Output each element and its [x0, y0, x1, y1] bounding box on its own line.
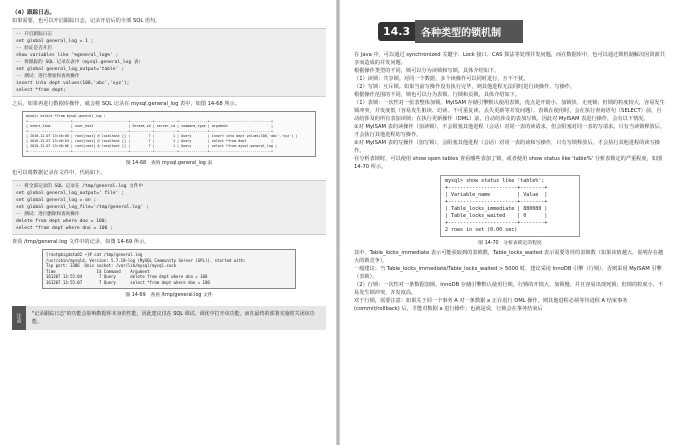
code-line: show variables like '%general_log%' ;: [16, 53, 119, 58]
figure-caption: 图 14-69 查看 /tmp/general.log 文件: [125, 292, 213, 298]
figure-line: | 2016-12-07 13:46:03 | root[root] @ localhost [] | 7 | 1 | Query | select *from dept |: [26, 139, 274, 143]
code-line: -- 将全部记录的 SQL 记录在 /tmp/general.log 文件中: [16, 184, 144, 189]
right-page: [340, 0, 674, 445]
intro-paragraph: 如果需要，也可以开启跟踪日志，记录开启后的全部 SQL 语句。: [12, 18, 161, 24]
figure-caption: 图 14-68 查询 mysql.general_log 表: [125, 161, 213, 166]
code-line: -- 将跟踪的 SQL 记录在表中（mysql.general_log 表）: [16, 60, 144, 65]
left-page: [0, 0, 336, 445]
figure-line: +---------------------+---------------------------+-----------+-----------+--------------+------------------------------+: [26, 119, 274, 123]
body-paragraph: 根据操作类型的不同，锁可以分为读锁和写锁，具体介绍如下。: [354, 68, 500, 74]
note-box: [12, 306, 326, 330]
body-paragraph: 其中，Table_locks_immediate 表示可能获取到的表锁数，Table_locks_waited 表示需要等待的表锁数（如果该值越大，说明存在越大的锁竞争）。: [354, 250, 664, 264]
terminal-line: 2 rows in set (0.00 sec): [445, 227, 518, 233]
body-paragraph: 之后，如果再进行数据库操作，就会将 SQL 记录在 mysql.general_log 表中，如图 14-68 所示。: [12, 101, 240, 107]
figure-line: 161207 13:55:07 7 Query select *from dept where dno = 100: [46, 279, 210, 285]
code-line: -- 测试：进行增加和查询操作: [16, 74, 80, 79]
code-line: set global general_log = 1 ;: [16, 39, 94, 44]
figure-14-68: [22, 111, 316, 157]
body-paragraph: （1）表锁：一次性对一张表整体加锁。MyISAM 存储引擎默认使用表锁，优点是开销小、加锁快、无死锁；但锁的粒度较大，容易发生锁冲突，并发度低（容易发生脏读、幻读、不可重复读、丢失更新等并发问题）。表锁在使用时，会在执行查询语句（SELECT）前，自动给涉及的所有表加读锁；在执行更新操作（DML）前，自动给涉及的表加写锁。因此对 MyISAM 表进行操作，会有以下情况。: [354, 100, 665, 122]
body-paragraph: （2）行锁：一次性对一条数据加锁。InnoDB 存储引擎默认使用行锁，行锁的开销大、加锁慢，并且容易出现死锁；但锁的粒度小，不易发生锁冲突，并发度高。: [354, 282, 664, 296]
section-heading: （4）跟踪日志。: [12, 10, 56, 16]
figure-line: +---------------------+---------------------------+-----------+-----------+--------------+------------------------------+: [26, 129, 274, 133]
figure-caption: 图 14-70 分析表锁定的程度: [478, 241, 542, 246]
terminal-line: mysql> show status like 'table%';: [445, 178, 545, 184]
code-line: set global general_log_file='/tmp/general.log' ;: [16, 205, 149, 210]
note-badge: 注意: [12, 306, 26, 330]
terminal-line: | Table_locks_waited | 0 |: [445, 213, 548, 219]
figure-line: 161207 13:55:04 7 Query delete from dept where dno = 100: [46, 274, 208, 280]
code-line: set global general_log = on ;: [16, 198, 97, 203]
body-paragraph: 根据操作范围的不同，锁也可以分为表锁、行锁和页锁，具体介绍如下。: [354, 92, 521, 98]
chapter-title: 各种类型的锁机制: [415, 20, 523, 43]
body-paragraph: （1）读锁：共享锁。对同一个数据，多个读操作可以同时进行，互不干扰。: [354, 76, 529, 82]
code-line: set global general_log_output=' file' ;: [16, 191, 124, 196]
body-paragraph: ①对 MyISAM 表的读操作（加读锁），不会阻塞其他进程（会话）对同一表的读请求，但会阻塞对同一表的写请求。只有当读锁释放后，才会执行其他进程的写操作。: [354, 124, 666, 138]
terminal-line: | Table_locks_immediate | 880080 |: [445, 206, 548, 212]
body-paragraph: 对于行锁，需要注意：如果关于同一个事务 A 对一条数据 a 正在进行 DML 操作，则其他进程必须等待进程 A 结束事务 (commit/rollback) 后，才能对数据 a 进行操作；也就是说，行锁会在事务结束后: [354, 298, 628, 312]
code-block-2: [12, 180, 326, 235]
chapter-heading: [378, 20, 666, 43]
figure-line: +---------------------+---------------------------+-----------+-----------+--------------+------------------------------+: [26, 149, 274, 153]
terminal-line: +-----------------------+--------+: [445, 220, 548, 226]
body-paragraph: 在 Java 中，可以通过 synchronized 关键字、Lock 接口、CAS 算法等处理并发问题，而在数据库中，也可以通过锁机制解决因资源共享而造成的并发问题。: [354, 52, 665, 66]
code-line: set global general_log_output='table' ;: [16, 67, 124, 72]
figure-14-69: [42, 249, 296, 289]
figure-line: Time Id Command Argument: [46, 268, 150, 274]
code-line: select *from dept where dno = 100 ;: [16, 226, 113, 231]
body-paragraph: 一般建议：当 Table_locks_immediate/Table_locks_waited > 5000 时，建议采用 InnoDB 引擎（行锁），否则采用 MyISAM 引擎（表锁）。: [354, 266, 662, 280]
code-line: insert into dept values(100,'abc','xyz');: [16, 81, 130, 86]
code-block-1: [12, 28, 326, 97]
figure-line: | event_time | user_host | thread_id | server_id | command_type | argument |: [26, 124, 274, 128]
terminal-line: +-----------------------+--------+: [445, 199, 548, 205]
figure-line: Tcp port: 3306 Unix socket: /var/lib/mysql/mysql.sock: [46, 263, 177, 269]
figure-line: /usr/sbin/mysqld, Version: 5.7.18-log (MySQL Community Server (GPL)). started with:: [46, 257, 246, 263]
body-paragraph: 在分析表锁时，可以使用 show open tables 查看哪些表加了锁，或者使用 show status like 'table%' 分析表锁定的严重程度，如图 14-70 所示。: [354, 156, 663, 170]
body-paragraph: （2）写锁：互斥锁。如果当前写操作没有执行完毕，则其他进程无法同时进行读操作、写操作。: [354, 84, 576, 90]
terminal-line: +-----------------------+--------+: [445, 185, 548, 191]
terminal-line: | Variable_name | Value |: [445, 192, 548, 198]
body-paragraph: 也可以将数据记录在文件中，代码如下。: [12, 170, 106, 176]
note-text: "记录跟踪日志"的功能会影响数据库本身的性能，因此建议仅在 SQL 调试、调优中打开该功能，而在最终的部署实施时关闭该功能。: [26, 306, 326, 330]
figure-line: | 2016-12-07 13:46:06 | root[root] @ localhost [] | 7 | 1 | Query | select *from mysql.general_log |: [26, 144, 278, 148]
code-line: -- 验证是否开启: [16, 46, 52, 51]
figure-line: mysql> select *from mysql.general_log ;: [26, 114, 106, 118]
figure-line: [root@bigdata02 ~]# cat /tmp/general.log: [46, 252, 143, 257]
chapter-number: 14.3: [378, 22, 415, 41]
code-line: -- 开启跟踪日志: [16, 32, 52, 37]
code-line: delete from dept where dno = 100;: [16, 219, 108, 224]
code-line: select *from dept;: [16, 88, 66, 93]
body-paragraph: 查看 /tmp/general.log 文件中的记录，如图 14-69 所示。: [12, 239, 150, 245]
body-paragraph: ②对 MyISAM 表的写操作（加写锁），会阻塞其他进程（会话）对同一表的读和写操作，只有写锁释放后，才会执行其他进程的读写操作。: [354, 140, 660, 154]
figure-line: | 2016-12-07 13:46:00 | root[root] @ localhost [] | 7 | 1 | Query | insert into dept values(100,'abc','xyz') |: [26, 134, 298, 138]
code-line: -- 测试：进行删除和查询操作: [16, 212, 80, 217]
figure-14-70: [440, 175, 580, 237]
